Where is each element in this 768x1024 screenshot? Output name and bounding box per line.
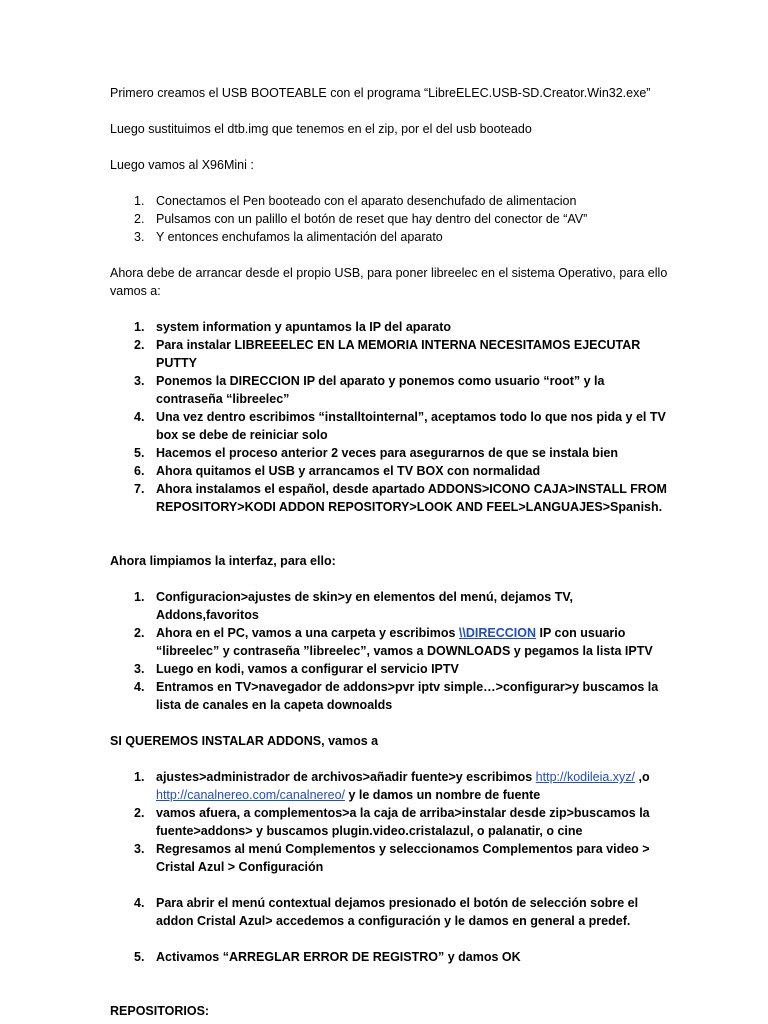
list-item: [110, 480, 670, 516]
list-item-text: y le damos un nombre de fuente: [345, 788, 541, 802]
list-number: 3.: [134, 842, 145, 856]
list-item-text: Ahora quitamos el USB y arrancamos el TV BOX con normalidad: [156, 464, 541, 478]
list-number: 5.: [134, 446, 145, 460]
document-page: [110, 84, 670, 1020]
list-number: 3.: [134, 230, 145, 244]
intro-line-3: Luego vamos al X96Mini :: [110, 158, 254, 172]
intro-line-2: Luego sustituimos el dtb.img que tenemos en el zip, por el del usb booteado: [110, 122, 532, 136]
list-item: [110, 210, 670, 228]
list-item: [110, 660, 670, 678]
list-item-text: Para abrir el menú contextual dejamos presionado el botón de selección sobre el addon Cristal Azul> accedemos a configuración y le damos en general a predef.: [156, 896, 639, 928]
list-item: [110, 228, 670, 246]
list-item-text: Pulsamos con un palillo el botón de reset que hay dentro del conector de “AV”: [156, 212, 588, 226]
list-item-text: Entramos en TV>navegador de addons>pvr iptv simple…>configurar>y buscamos la lista de canales en la capeta downoalds: [156, 680, 659, 712]
list-item-text: ,o: [635, 770, 650, 784]
list-item-text: Ahora en el PC, vamos a una carpeta y escribimos: [156, 626, 459, 640]
list-3: [110, 588, 670, 714]
list-1: [110, 192, 670, 246]
list-item-text: IP con usuario “libreelec” y contraseña ”libreelec”, vamos a DOWNLOADS y pegamos la lista IPTV: [156, 626, 653, 658]
paragraph-4: SI QUEREMOS INSTALAR ADDONS, vamos a: [110, 734, 379, 748]
list-number: 4.: [134, 410, 145, 424]
list-item-text: Regresamos al menú Complementos y seleccionamos Complementos para video > Cristal Azul > Configuración: [156, 842, 650, 874]
list-item: [110, 804, 670, 840]
list-2: [110, 318, 670, 516]
list-item: [110, 462, 670, 480]
list-item-text: Ponemos la DIRECCION IP del aparato y ponemos como usuario “root” y la contraseña “libreelec”: [156, 374, 605, 406]
list-number: 1.: [134, 194, 145, 208]
list-item: [110, 624, 670, 660]
list-number: 5.: [134, 950, 145, 964]
list-item-text: Una vez dentro escribimos “installtointernal”, aceptamos todo lo que nos pida y el TV box se debe de reiniciar solo: [156, 410, 666, 442]
list-item: [110, 372, 670, 408]
list-item-text: Para instalar LIBREEELEC EN LA MEMORIA INTERNA NECESITAMOS EJECUTAR PUTTY: [156, 338, 641, 370]
list-item: [110, 894, 670, 930]
list-item: [110, 192, 670, 210]
kodileia-link[interactable]: http://kodileia.xyz/: [535, 770, 636, 784]
list-number: 6.: [134, 464, 145, 478]
paragraph-2: Ahora debe de arrancar desde el propio USB, para poner libreelec en el sistema Operativo, para ello vamos a:: [110, 266, 668, 298]
list-number: 1.: [134, 320, 145, 334]
list-item-text: vamos afuera, a complementos>a la caja de arriba>instalar desde zip>buscamos la fuente>addons> y buscamos plugin.video.cristalazul, o palanatir, o cine: [156, 806, 650, 838]
list-item-text: Configuracion>ajustes de skin>y en elementos del menú, dejamos TV, Addons,favoritos: [156, 590, 574, 622]
list-item: [110, 318, 670, 336]
list-number: 1.: [134, 590, 145, 604]
list-number: 2.: [134, 626, 145, 640]
list-item-text: Y entonces enchufamos la alimentación del aparato: [156, 230, 443, 244]
list-item: [110, 336, 670, 372]
intro-line-1: Primero creamos el USB BOOTEABLE con el programa “LibreELEC.USB-SD.Creator.Win32.exe”: [110, 86, 651, 100]
list-4: [110, 768, 670, 966]
list-number: 3.: [134, 662, 145, 676]
list-item: [110, 678, 670, 714]
list-item-text: system information y apuntamos la IP del aparato: [156, 320, 451, 334]
list-number: 2.: [134, 806, 145, 820]
list-number: 2.: [134, 212, 145, 226]
canalnereo-link[interactable]: http://canalnereo.com/canalnereo/: [156, 788, 346, 802]
list-item: [110, 444, 670, 462]
direccion-link[interactable]: \\DIRECCION: [458, 626, 536, 640]
list-number: 2.: [134, 338, 145, 352]
list-item-text: Ahora instalamos el español, desde apartado ADDONS>ICONO CAJA>INSTALL FROM REPOSITORY>KODI ADDON REPOSITORY>LOOK AND FEEL>LANGUAJES>Spanish.: [156, 482, 667, 514]
list-item-text: Luego en kodi, vamos a configurar el servicio IPTV: [156, 662, 459, 676]
paragraph-5: REPOSITORIOS:: [110, 1004, 210, 1018]
list-item-text: Hacemos el proceso anterior 2 veces para asegurarnos de que se instala bien: [156, 446, 619, 460]
list-item: [110, 840, 670, 876]
list-item: [110, 588, 670, 624]
list-number: 4.: [134, 680, 145, 694]
list-number: 7.: [134, 482, 145, 496]
list-item-text: ajustes>administrador de archivos>añadir fuente>y escribimos: [156, 770, 536, 784]
list-item: [110, 948, 670, 966]
list-item-text: Conectamos el Pen booteado con el aparato desenchufado de alimentacion: [156, 194, 577, 208]
list-number: 3.: [134, 374, 145, 388]
list-item-text: Activamos “ARREGLAR ERROR DE REGISTRO” y damos OK: [156, 950, 521, 964]
list-item: [110, 768, 670, 804]
list-item: [110, 408, 670, 444]
list-number: 4.: [134, 896, 145, 910]
paragraph-3: Ahora limpiamos la interfaz, para ello:: [110, 554, 336, 568]
list-number: 1.: [134, 770, 145, 784]
